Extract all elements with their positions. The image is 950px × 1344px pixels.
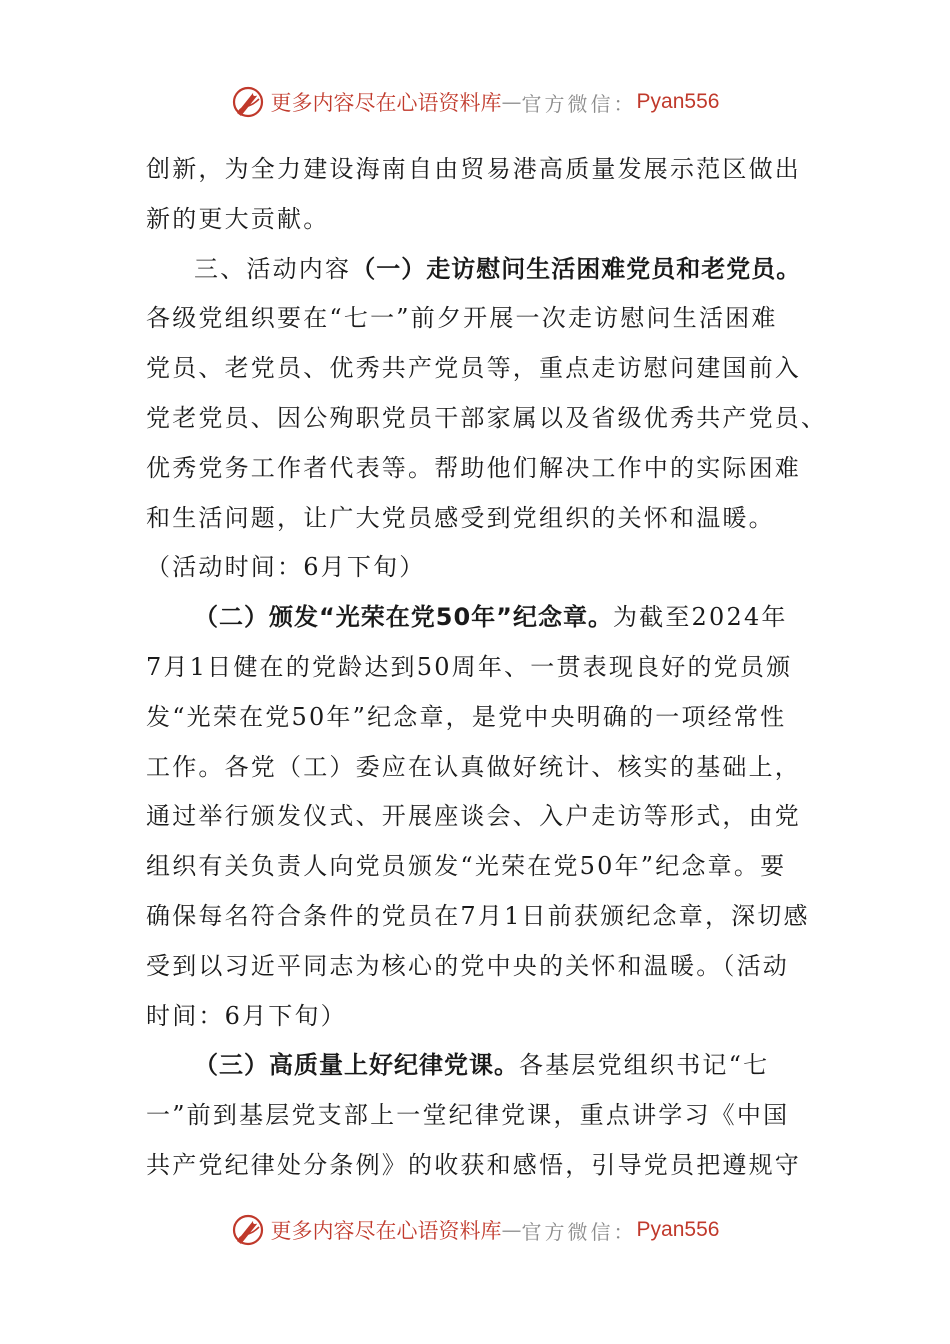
- subsection-title-1: （一）走访慰问生活困难党员和老党员。: [351, 254, 802, 283]
- watermark-brand: 更多内容尽在心语资料库: [270, 1219, 502, 1243]
- header-watermark: [0, 82, 950, 122]
- body-line: 时间：6月下旬）: [146, 1001, 347, 1030]
- subsection-line: [146, 593, 806, 643]
- body-line: 发“光荣在党50年”纪念章，是党中央明确的一项经常性: [146, 702, 787, 731]
- document-body: [146, 145, 828, 1191]
- body-line: 一”前到基层党支部上一堂纪律党课，重点讲学习《中国: [146, 1101, 790, 1130]
- body-line: 确保每名符合条件的党员在7月1日前获颁纪念章，深切感: [146, 901, 810, 930]
- body-line: 组织有关负责人向党员颁发“光荣在党50年”纪念章。要: [146, 852, 787, 881]
- subsection-text: 各基层党组织书记“七: [519, 1051, 770, 1080]
- pen-logo-icon: [231, 1213, 265, 1247]
- body-line: 和生活问题，让广大党员感受到党组织的关怀和温暖。: [146, 503, 775, 532]
- section-heading-line: [146, 245, 806, 295]
- body-line: 各级党组织要在“七一”前夕开展一次走访慰问生活困难: [146, 304, 778, 333]
- subsection-line: [146, 1041, 806, 1091]
- body-line: 通过举行颁发仪式、开展座谈会、入户走访等形式，由党: [146, 802, 801, 831]
- watermark-separator: —: [501, 90, 522, 114]
- body-line: 受到以习近平同志为核心的党中央的关怀和温暖。（活动: [146, 951, 789, 980]
- body-line: （活动时间：6月下旬）: [146, 553, 426, 582]
- body-line: 创新，为全力建设海南自由贸易港高质量发展示范区做出: [146, 155, 801, 183]
- body-line: 工作。各党（工）委应在认真做好统计、核实的基础上，: [146, 752, 801, 781]
- watermark-label: 官方微信：: [521, 1219, 637, 1244]
- watermark-wechat-id: Pyan556: [636, 90, 720, 113]
- subsection-title-2: （二）颁发“光荣在党50年”纪念章。: [194, 603, 613, 632]
- body-line: 7月1日健在的党龄达到50周年、一贯表现良好的党员颁: [146, 652, 793, 681]
- watermark-wechat-id: Pyan556: [636, 1218, 720, 1241]
- pen-logo-icon: [231, 85, 265, 119]
- subsection-title-3: （三）高质量上好纪律党课。: [194, 1051, 519, 1080]
- watermark-separator: —: [501, 1218, 522, 1242]
- body-line: 新的更大贡献。: [146, 204, 330, 233]
- footer-watermark: [0, 1210, 950, 1250]
- watermark-brand: 更多内容尽在心语资料库: [270, 91, 502, 115]
- subsection-text: 为截至2024年: [612, 603, 788, 632]
- body-line: 共产党纪律处分条例》的收获和感悟，引导党员把遵规守: [146, 1150, 801, 1179]
- body-line: 党老党员、因公殉职党员干部家属以及省级优秀共产党员、: [146, 403, 828, 432]
- body-line: 党员、老党员、优秀共产党员等，重点走访慰问建国前入: [146, 354, 801, 383]
- section-title: 三、活动内容: [194, 254, 352, 283]
- watermark-label: 官方微信：: [521, 91, 637, 116]
- body-line: 优秀党务工作者代表等。帮助他们解决工作中的实际困难: [146, 453, 801, 482]
